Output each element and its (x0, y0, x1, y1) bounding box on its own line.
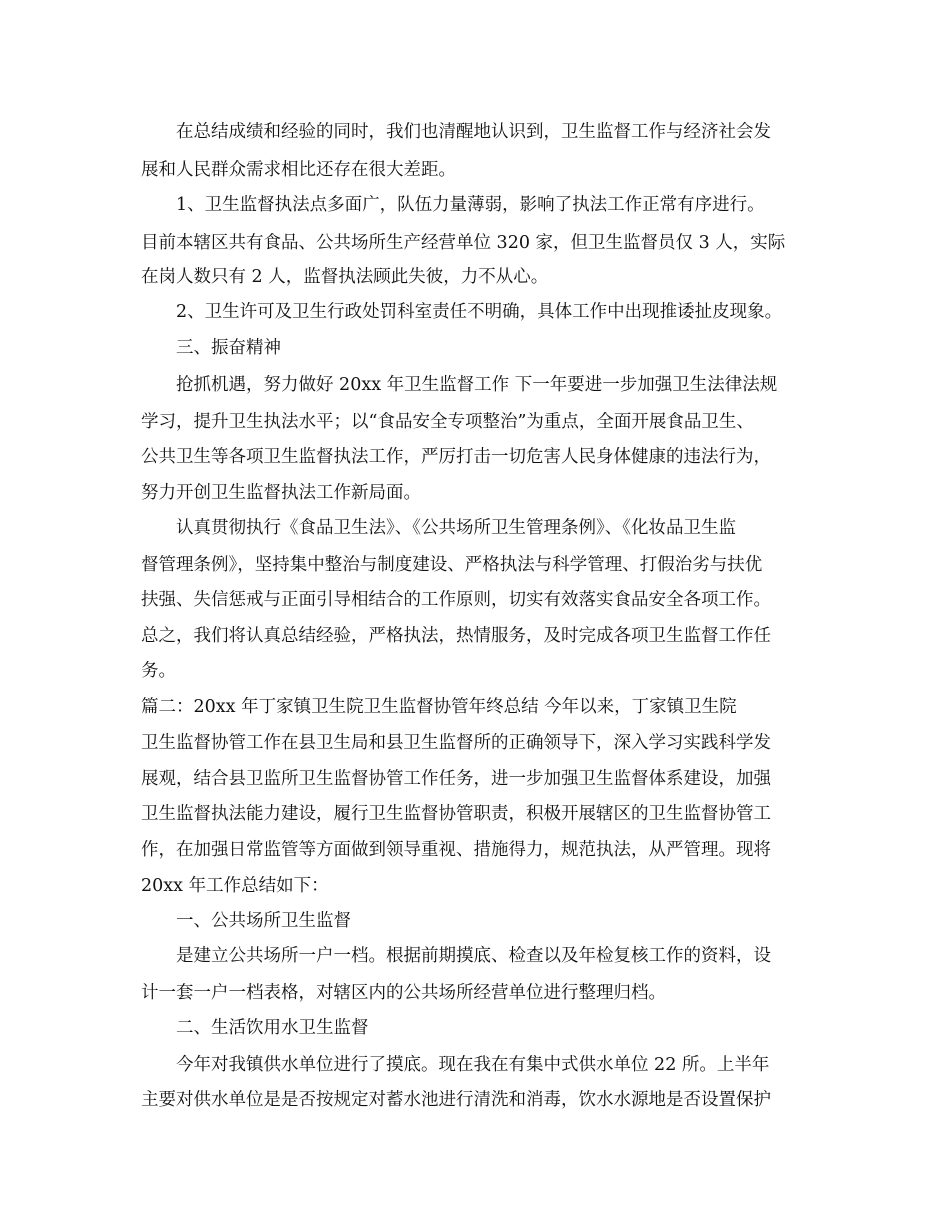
text-line: 在总结成绩和经验的同时，我们也清醒地认识到，卫生监督工作与经济社会发 (176, 122, 771, 142)
text-line: 努力开创卫生监督执法工作新局面。 (141, 483, 421, 503)
section-heading: 一、公共场所卫生监督 (176, 911, 351, 931)
text-line: 展观，结合县卫监所卫生监督协管工作任务，进一步加强卫生监督体系建设，加强 (141, 769, 771, 789)
text-line: 2、卫生许可及卫生行政处罚科室责任不明确，具体工作中出现推诿扯皮现象。 (176, 302, 783, 322)
text-line: 在岗人数只有 2 人，监督执法顾此失彼，力不从心。 (141, 267, 549, 287)
text-line: 抢抓机遇，努力做好 20xx 年卫生监督工作 下一年要进一步加强卫生法律法规 (176, 375, 778, 395)
text-line: 公共卫生等各项卫生监督执法工作，严厉打击一切危害人民身体健康的违法行为， (141, 447, 771, 467)
text-line: 卫生监督执法能力建设，履行卫生监督协管职责，积极开展辖区的卫生监督协管工 (141, 804, 771, 824)
text-line: 展和人民群众需求相比还存在很大差距。 (141, 160, 456, 180)
text-line: 学习，提升卫生执法水平；以“食品安全专项整治”为重点，全面开展食品卫生、 (141, 412, 754, 432)
text-line: 今年对我镇供水单位进行了摸底。现在我在有集中式供水单位 22 所。上半年 (176, 1055, 770, 1075)
section-heading: 二、生活饮用水卫生监督 (176, 1018, 369, 1038)
text-line: 认真贯彻执行《食品卫生法》、《公共场所卫生管理条例》、《化妆品卫生监 (176, 518, 736, 538)
text-line: 篇二：20xx 年丁家镇卫生院卫生监督协管年终总结 今年以来，丁家镇卫生院 (141, 697, 737, 717)
text-line: 是建立公共场所一户一档。根据前期摸底、检查以及年检复核工作的资料，设 (176, 946, 771, 966)
text-line: 目前本辖区共有食品、公共场所生产经营单位 320 家，但卫生监督员仅 3 人，实际 (141, 233, 786, 253)
section-heading: 三、振奋精神 (176, 338, 281, 358)
text-line: 20xx 年工作总结如下： (141, 876, 329, 896)
text-line: 扶强、失信惩戒与正面引导相结合的工作原则，切实有效落实食品安全各项工作。 (141, 590, 771, 610)
text-line: 务。 (141, 661, 176, 681)
text-line: 卫生监督协管工作在县卫生局和县卫生监督所的正确领导下，深入学习实践科学发 (141, 733, 771, 753)
text-line: 督管理条例》，坚持集中整治与制度建设、严格执法与科学管理、打假治劣与扶优 (141, 555, 763, 575)
text-line: 主要对供水单位是是否按规定对蓄水池进行清洗和消毒，饮水水源地是否设置保护 (141, 1090, 771, 1110)
text-line: 1、卫生监督执法点多面广，队伍力量薄弱，影响了执法工作正常有序进行。 (176, 195, 765, 215)
text-line: 总之，我们将认真总结经验，严格执法，热情服务，及时完成各项卫生监督工作任 (141, 626, 771, 646)
text-line: 作，在加强日常监管等方面做到领导重视、措施得力，规范执法，从严管理。现将 (141, 840, 771, 860)
text-line: 计一套一户一档表格，对辖区内的公共场所经营单位进行整理归档。 (141, 983, 666, 1003)
